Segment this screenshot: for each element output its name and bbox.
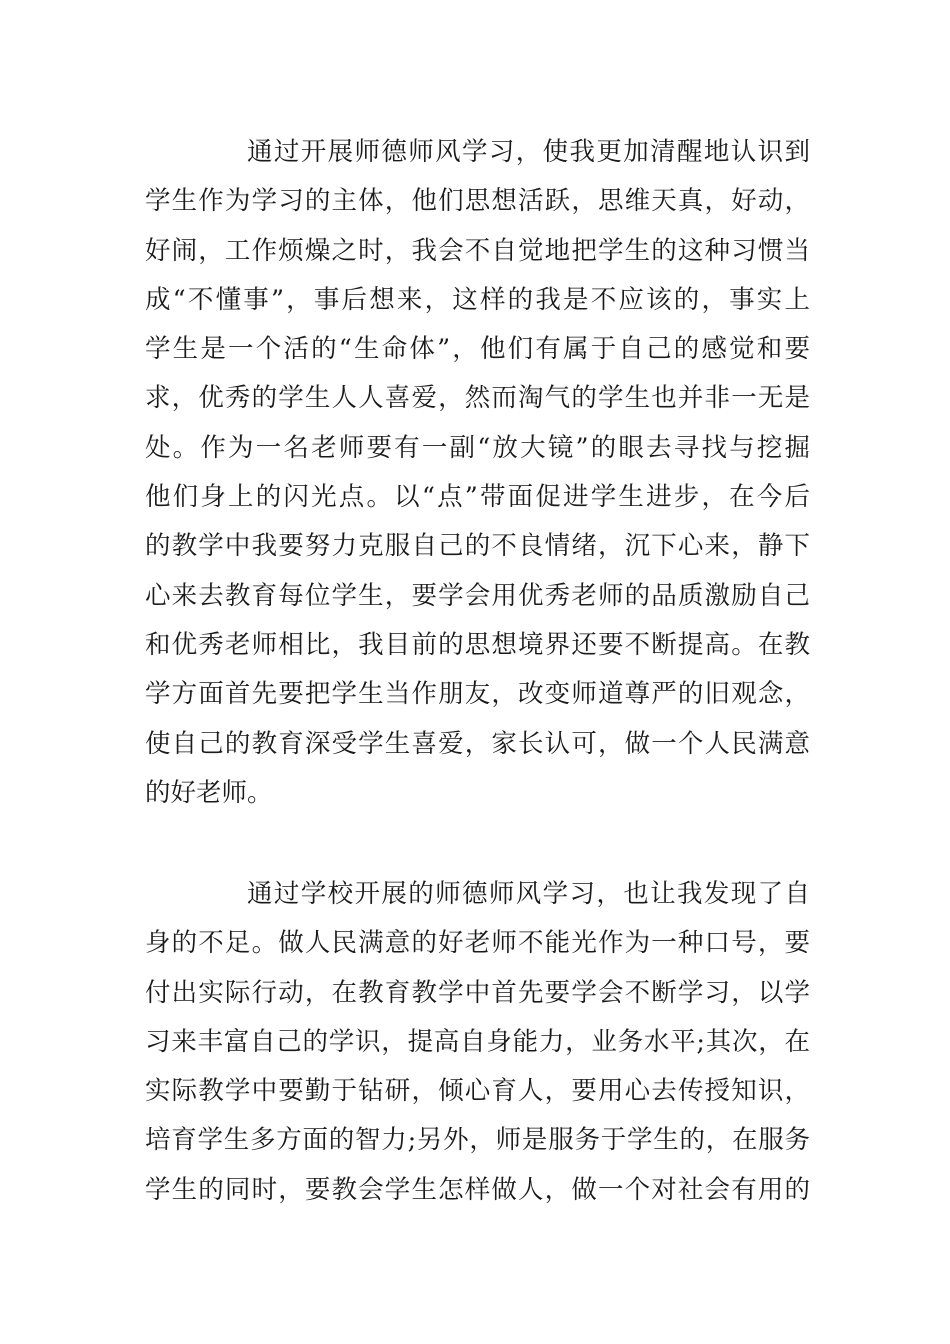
text-line: 学生是一个活的“生命体”，他们有属于自己的感觉和要: [145, 334, 810, 365]
text-line: 和优秀老师相比，我目前的思想境界还要不断提高。在教: [145, 629, 810, 660]
text-line: 学方面首先要把学生当作朋友，改变师道尊严的旧观念，: [145, 679, 810, 710]
text-line: 的好老师。: [145, 777, 273, 808]
text-line: 培育学生多方面的智力;另外，师是服务于学生的，在服务: [145, 1125, 810, 1156]
text-line: 通过开展师德师风学习，使我更加清醒地认识到: [247, 137, 810, 167]
text-line: 学生的同时，要教会学生怎样做人，做一个对社会有用的: [145, 1174, 810, 1205]
text-line: 使自己的教育深受学生喜爱，家长认可，做一个人民满意: [145, 728, 810, 759]
paragraph-1: [145, 128, 810, 818]
text-line: 他们身上的闪光点。以“点”带面促进学生进步，在今后: [145, 482, 810, 513]
text-line: 的教学中我要努力克服自己的不良情绪，沉下心来，静下: [145, 531, 810, 562]
text-line: 学生作为学习的主体，他们思想活跃，思维天真，好动，: [145, 186, 810, 217]
text-line: 习来丰富自己的学识，提高自身能力，业务水平;其次，在: [145, 1026, 810, 1057]
text-line: 好闹，工作烦燥之时，我会不自觉地把学生的这种习惯当: [145, 235, 810, 266]
text-line: 处。作为一名老师要有一副“放大镜”的眼去寻找与挖掘: [145, 432, 810, 463]
text-line: 心来去教育每位学生，要学会用优秀老师的品质激励自己: [145, 580, 810, 611]
text-line: 付出实际行动，在教育教学中首先要学会不断学习，以学: [145, 977, 810, 1008]
text-line: 通过学校开展的师德师风学习，也让我发现了自: [247, 879, 810, 909]
text-line: 身的不足。做人民满意的好老师不能光作为一种口号，要: [145, 928, 810, 959]
text-line: 求，优秀的学生人人喜爱，然而淘气的学生也并非一无是: [145, 383, 810, 414]
paragraph-2: [145, 870, 810, 1215]
text-line: 实际教学中要勤于钻研，倾心育人，要用心去传授知识，: [145, 1076, 810, 1107]
text-line: 成“不懂事”，事后想来，这样的我是不应该的，事实上: [145, 284, 810, 315]
